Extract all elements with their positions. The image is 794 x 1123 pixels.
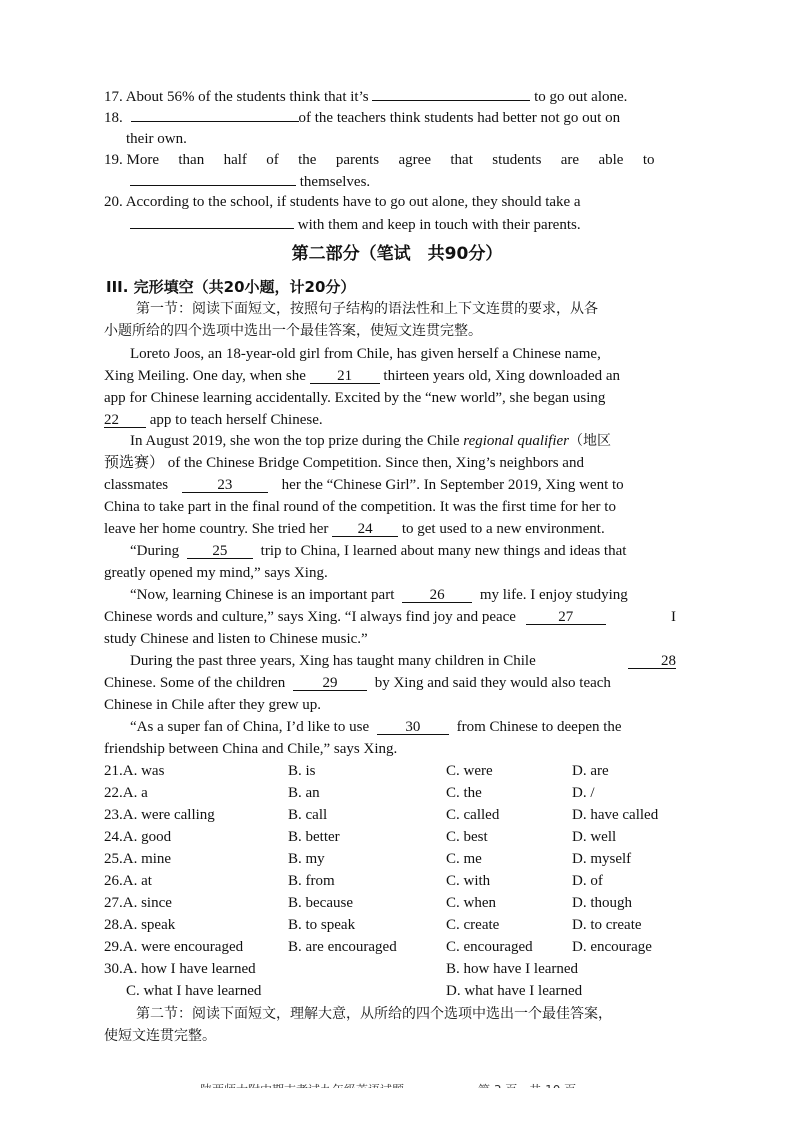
- passage-text: “As a super fan of China, I’d like to use: [130, 719, 370, 735]
- passage-line: Loreto Joos, an 18-year-old girl from Chile, has given herself a Chinese name,: [130, 346, 601, 362]
- blank-23[interactable]: 23: [182, 478, 268, 493]
- option-d[interactable]: D. myself: [572, 851, 632, 867]
- option-c[interactable]: C. create: [446, 917, 500, 933]
- option-b[interactable]: B. an: [288, 785, 320, 801]
- passage-text: （地区: [569, 433, 611, 449]
- passage-line: study Chinese and listen to Chinese music.”: [104, 631, 368, 647]
- passage-text: my life. I enjoy studying: [479, 587, 628, 603]
- option-number: 24.: [104, 829, 123, 845]
- option-number: 27.: [104, 895, 123, 911]
- passage-text: from Chinese to deepen the: [456, 719, 622, 735]
- option-b[interactable]: B. call: [288, 807, 328, 823]
- passage-text: “During: [130, 543, 180, 559]
- option-d[interactable]: D. have called: [572, 807, 659, 823]
- option-row: [104, 893, 632, 913]
- question-text: According to the school, if students have to go out alone, they should take a: [125, 194, 581, 210]
- option-a[interactable]: A. mine: [122, 851, 172, 867]
- section-title: III. 完形填空（共20小题，计20分）: [106, 278, 356, 296]
- passage-line: [104, 475, 624, 495]
- question-20: [104, 192, 581, 212]
- option-a[interactable]: A. good: [122, 829, 172, 845]
- passage-text: thirteen years old, Xing downloaded an: [383, 368, 621, 384]
- option-row: [104, 849, 632, 869]
- blank-30[interactable]: 30: [377, 720, 449, 735]
- option-row: [104, 783, 595, 803]
- blank-27[interactable]: 27: [526, 610, 606, 625]
- question-text: with them and keep in touch with their parents.: [297, 217, 581, 233]
- option-number: 23.: [104, 807, 123, 823]
- passage-line: [130, 431, 611, 451]
- option-d[interactable]: D. well: [572, 829, 617, 845]
- question-text: to go out alone.: [534, 89, 628, 105]
- section-instruction: 第二节：阅读下面短文，理解大意，从所给的四个选项中选出一个最佳答案，: [136, 1006, 612, 1022]
- passage-text: Chinese. Some of the children: [104, 675, 286, 691]
- option-number: 21.: [104, 763, 123, 779]
- question-18: [104, 107, 620, 128]
- section-instruction: 小题所给的四个选项中选出一个最佳答案，使短文连贯完整。: [104, 323, 482, 339]
- blank-26[interactable]: 26: [402, 588, 472, 603]
- passage-text: In August 2019, she won the top prize during the Chile: [130, 433, 460, 449]
- passage-text: classmates: [104, 477, 169, 493]
- page-bottom-crop: [0, 1088, 794, 1123]
- option-d[interactable]: D. encourage: [572, 939, 652, 955]
- option-c[interactable]: C. the: [446, 785, 482, 801]
- passage-line: [130, 585, 628, 605]
- passage-text: by Xing and said they would also teach: [374, 675, 611, 691]
- option-number: 26.: [104, 873, 123, 889]
- passage-line: Chinese in Chile after they grew up.: [104, 697, 322, 713]
- option-d[interactable]: D. what have I learned: [446, 983, 583, 999]
- passage-text: leave her home country. She tried her: [104, 521, 329, 537]
- passage-text: to get used to a new environment.: [401, 521, 605, 537]
- option-b[interactable]: B. better: [288, 829, 340, 845]
- answer-blank[interactable]: [131, 107, 299, 122]
- option-number: 22.: [104, 785, 123, 801]
- question-text: About 56% of the students think that it’s: [125, 89, 369, 105]
- option-number: 29.: [104, 939, 123, 955]
- question-number: 18.: [104, 110, 123, 126]
- question-20-line2: [130, 214, 581, 235]
- question-text-line2: their own.: [126, 131, 187, 147]
- option-c[interactable]: C. me: [446, 851, 482, 867]
- passage-text: her the “Chinese Girl”. In September 2019, Xing went to: [281, 477, 624, 493]
- passage-line: app for Chinese learning accidentally. Excited by the “new world”, she began using: [104, 390, 606, 406]
- option-b[interactable]: B. my: [288, 851, 325, 867]
- option-d[interactable]: D. are: [572, 763, 609, 779]
- option-row-30: [104, 959, 579, 979]
- passage-text: During the past three years, Xing has taught many children in Chile: [130, 653, 536, 669]
- option-row: [104, 871, 603, 891]
- option-row: [104, 827, 617, 847]
- option-a[interactable]: A. a: [122, 785, 148, 801]
- option-a[interactable]: A. at: [122, 873, 152, 889]
- passage-line: [104, 673, 611, 693]
- option-c[interactable]: C. called: [446, 807, 500, 823]
- option-number: 30.: [104, 961, 123, 977]
- passage-line: [104, 519, 605, 539]
- option-d[interactable]: D. of: [572, 873, 603, 889]
- passage-line: [130, 651, 676, 671]
- option-b[interactable]: B. are encouraged: [288, 939, 397, 955]
- blank-28[interactable]: 28: [628, 654, 676, 669]
- option-d[interactable]: D. to create: [572, 917, 642, 933]
- question-19-line2: [130, 171, 370, 192]
- passage-line: [130, 541, 626, 561]
- option-b[interactable]: B. to speak: [288, 917, 356, 933]
- passage-line: [130, 717, 622, 737]
- option-row: [104, 761, 609, 781]
- passage-line: 预选赛） of the Chinese Bridge Competition. Since then, Xing’s neighbors and: [104, 455, 584, 471]
- passage-text: “Now, learning Chinese is an important part: [130, 587, 395, 603]
- option-a[interactable]: A. were encouraged: [122, 939, 244, 955]
- option-row: [104, 937, 652, 957]
- option-c[interactable]: C. when: [446, 895, 496, 911]
- option-d[interactable]: D. /: [572, 785, 595, 801]
- passage-text: trip to China, I learned about many new things and ideas that: [260, 543, 627, 559]
- option-number: 28.: [104, 917, 123, 933]
- answer-blank[interactable]: [130, 171, 296, 186]
- passage-text: app to teach herself Chinese.: [149, 412, 323, 428]
- option-c[interactable]: C. with: [446, 873, 491, 889]
- question-number: 19.: [104, 152, 123, 168]
- option-c[interactable]: C. what I have learned: [126, 983, 262, 999]
- option-row: [104, 805, 659, 825]
- option-a[interactable]: A. since: [122, 895, 172, 911]
- option-b[interactable]: B. from: [288, 873, 335, 889]
- answer-blank[interactable]: [372, 86, 530, 101]
- passage-line: [104, 410, 323, 430]
- option-a[interactable]: A. how I have learned: [122, 961, 256, 977]
- option-c[interactable]: C. were: [446, 763, 493, 779]
- option-a[interactable]: A. were calling: [122, 807, 215, 823]
- blank-21[interactable]: 21: [310, 369, 380, 384]
- question-text: More than half of the parents agree that students are able to: [126, 152, 655, 168]
- option-b[interactable]: B. how have I learned: [446, 961, 579, 977]
- option-d[interactable]: D. though: [572, 895, 632, 911]
- question-19: [104, 150, 674, 170]
- option-b[interactable]: B. is: [288, 763, 316, 779]
- blank-22[interactable]: 22: [104, 413, 146, 428]
- question-number: 17.: [104, 89, 123, 105]
- question-number: 20.: [104, 194, 123, 210]
- option-a[interactable]: A. was: [122, 763, 165, 779]
- question-text: of the teachers think students had better not go out on: [298, 110, 621, 126]
- passage-italic: regional qualifier: [463, 433, 569, 449]
- blank-24[interactable]: 24: [332, 522, 398, 537]
- passage-text: Xing Meiling. One day, when she: [104, 368, 306, 384]
- passage-line: [104, 607, 676, 627]
- blank-29[interactable]: 29: [293, 676, 367, 691]
- section-instruction: 第一节：阅读下面短文，按照句子结构的语法性和上下文连贯的要求，从各: [136, 301, 598, 317]
- option-number: 25.: [104, 851, 123, 867]
- question-17: [104, 86, 627, 107]
- option-b[interactable]: B. because: [288, 895, 353, 911]
- option-row-30-line2: [126, 981, 583, 1001]
- blank-25[interactable]: 25: [187, 544, 253, 559]
- option-a[interactable]: A. speak: [122, 917, 176, 933]
- section-instruction: 使短文连贯完整。: [104, 1028, 216, 1044]
- passage-text: I: [671, 609, 676, 625]
- option-c[interactable]: C. best: [446, 829, 488, 845]
- answer-blank[interactable]: [130, 214, 294, 229]
- passage-text: Chinese words and culture,” says Xing. “I always find joy and peace: [104, 609, 516, 625]
- passage-line: [104, 366, 620, 386]
- part-title: 第二部分（笔试 共90分）: [291, 244, 503, 264]
- question-text: themselves.: [299, 174, 371, 190]
- passage-line: greatly opened my mind,” says Xing.: [104, 565, 328, 581]
- option-c[interactable]: C. encouraged: [446, 939, 533, 955]
- passage-line: China to take part in the final round of the competition. It was the first time for her to: [104, 499, 616, 515]
- option-row: [104, 915, 642, 935]
- passage-line: friendship between China and Chile,” says Xing.: [104, 741, 398, 757]
